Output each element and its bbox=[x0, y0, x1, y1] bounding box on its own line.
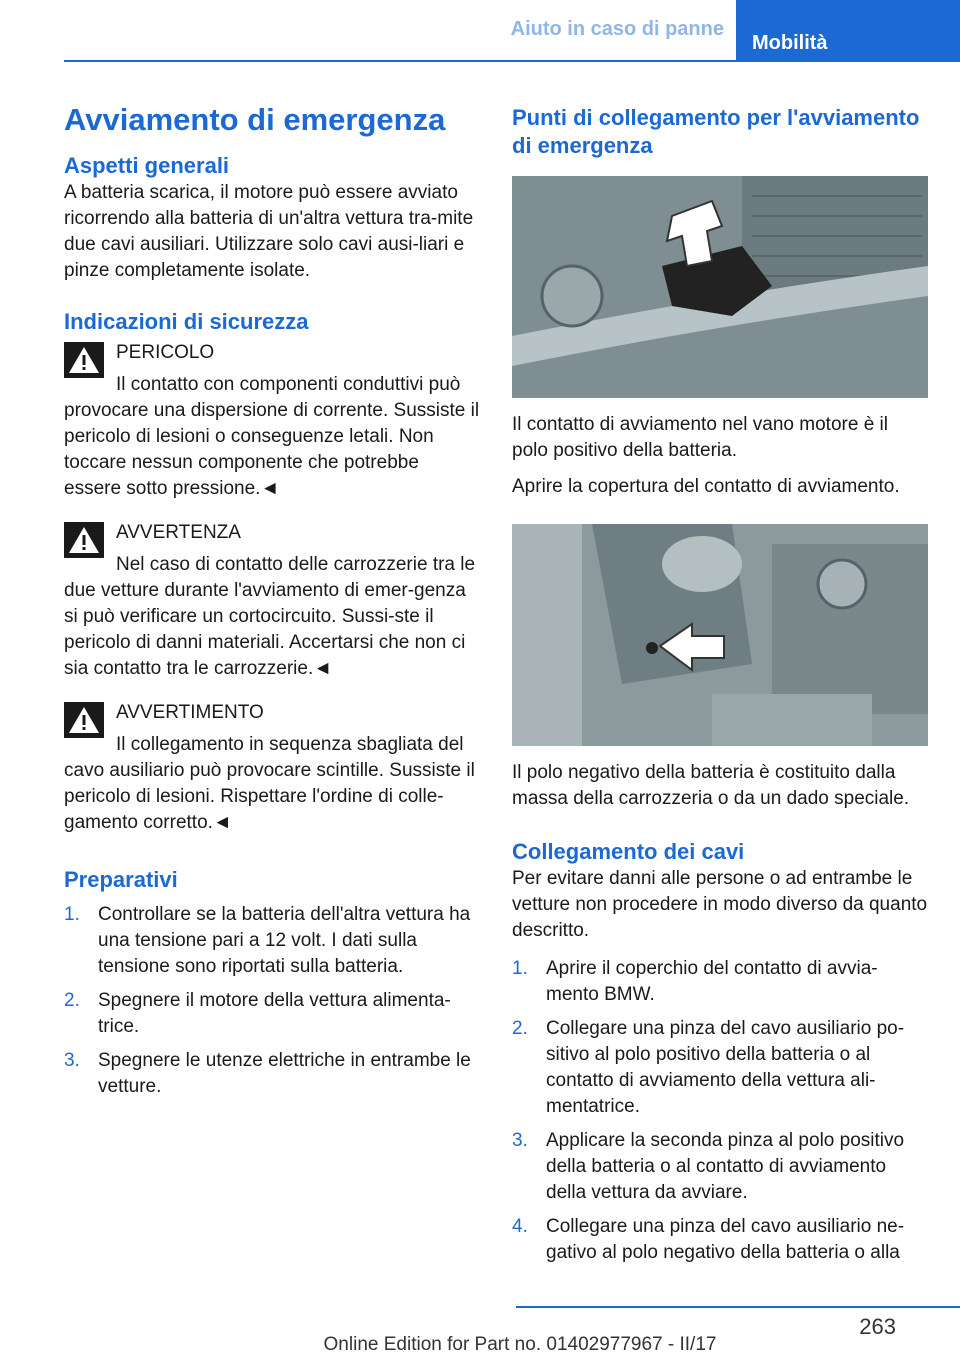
prep-heading: Preparativi bbox=[64, 867, 178, 892]
list-item bbox=[512, 956, 928, 1008]
footer-rule bbox=[516, 1306, 960, 1308]
warning-block bbox=[64, 340, 480, 502]
list-text: Collegare una pinza del cavo ausiliario ne-gativo al polo negativo della batteria o alla bbox=[546, 1216, 905, 1263]
list-number: 2. bbox=[512, 1018, 528, 1039]
warning-triangle-icon bbox=[64, 522, 104, 558]
list-item bbox=[64, 988, 480, 1040]
caption-open-cover: Aprire la copertura del contatto di avviamento. bbox=[512, 476, 900, 497]
warning-label: AVVERTENZA bbox=[116, 522, 241, 543]
list-text: Spegnere il motore della vettura alimenta-trice. bbox=[98, 990, 451, 1037]
list-number: 1. bbox=[512, 958, 528, 979]
right-column bbox=[512, 104, 928, 1274]
caption-negative: Il polo negativo della batteria è costituito dalla massa della carrozzeria o da un dado speciale. bbox=[512, 762, 910, 809]
list-number: 3. bbox=[64, 1050, 80, 1071]
safety-heading: Indicazioni di sicurezza bbox=[64, 309, 309, 334]
warning-triangle-icon bbox=[64, 342, 104, 378]
cables-intro: Per evitare danni alle persone o ad entrambe le vetture non procedere in modo diverso da quanto descritto. bbox=[512, 868, 928, 941]
list-text: Aprire il coperchio del contatto di avvia-mento BMW. bbox=[546, 958, 878, 1005]
header-rule bbox=[64, 60, 960, 62]
page-number: 263 bbox=[859, 1314, 896, 1339]
page-header bbox=[0, 0, 960, 62]
list-text: Controllare se la batteria dell'altra vettura ha una tensione pari a 12 volt. I dati sulla tensione sono riportati sulla batteria. bbox=[98, 904, 471, 977]
list-item bbox=[512, 1128, 928, 1206]
list-item bbox=[64, 1048, 480, 1100]
general-heading: Aspetti generali bbox=[64, 153, 230, 178]
list-item bbox=[512, 1214, 928, 1266]
general-text: A batteria scarica, il motore può essere avviato ricorrendo alla batteria di un'altra vettura tra-mite due cavi ausiliari. Utilizzare solo cavi ausi-liari e pinze completamente isolate. bbox=[64, 182, 474, 281]
left-column bbox=[64, 100, 480, 1108]
warning-triangle-icon bbox=[64, 702, 104, 738]
edition-note: Online Edition for Part no. 01402977967 - II/17 bbox=[323, 1334, 717, 1355]
list-text: Spegnere le utenze elettriche in entrambe le vetture. bbox=[98, 1050, 471, 1097]
points-heading: Punti di collegamento per l'avviamento di emergenza bbox=[512, 105, 920, 158]
list-number: 1. bbox=[64, 904, 80, 925]
engine-bay-photo-positive bbox=[512, 176, 928, 398]
prep-list bbox=[64, 902, 480, 1100]
chapter-tab bbox=[736, 0, 960, 60]
cables-heading: Collegamento dei cavi bbox=[512, 839, 745, 864]
list-text: Applicare la seconda pinza al polo positivo della batteria o al contatto di avviamento della vettura da avviare. bbox=[546, 1130, 905, 1203]
list-item bbox=[64, 902, 480, 980]
list-number: 4. bbox=[512, 1216, 528, 1237]
warning-text: Il collegamento in sequenza sbagliata del cavo ausiliario può provocare scintille. Sussiste il pericolo di lesioni. Rispettare l'ordine di colle-gamento corretto.◄ bbox=[64, 734, 475, 833]
engine-bay-photo-negative bbox=[512, 524, 928, 746]
cables-list bbox=[512, 956, 928, 1266]
caption-positive: Il contatto di avviamento nel vano motore è il polo positivo della batteria. bbox=[512, 414, 888, 461]
list-item bbox=[512, 1016, 928, 1120]
list-number: 3. bbox=[512, 1130, 528, 1151]
warning-label: PERICOLO bbox=[116, 342, 215, 363]
warning-text: Nel caso di contatto delle carrozzerie tra le due vetture durante l'avviamento di emer-genza si può verificare un cortocircuito. Sussi-ste il pericolo di danni materiali. Accertarsi che non ci sia contatto tra le carrozzerie.◄ bbox=[64, 554, 476, 679]
warning-label: AVVERTIMENTO bbox=[116, 702, 264, 723]
warning-text: Il contatto con componenti conduttivi può provocare una dispersione di corrente. Sussiste il pericolo di lesioni o conseguenze letali. Non toccare nessun componente che potrebbe essere sotto pressione.◄ bbox=[64, 374, 480, 499]
chapter-label: Mobilità bbox=[752, 32, 828, 54]
section-tab: Aiuto in caso di panne bbox=[510, 18, 724, 40]
page-title: Avviamento di emergenza bbox=[64, 102, 446, 137]
list-number: 2. bbox=[64, 990, 80, 1011]
warning-block bbox=[64, 520, 480, 682]
list-text: Collegare una pinza del cavo ausiliario po-sitivo al polo positivo della batteria o al contatto di avviamento della vettura ali-mentatrice. bbox=[546, 1018, 905, 1117]
warning-block bbox=[64, 700, 480, 836]
